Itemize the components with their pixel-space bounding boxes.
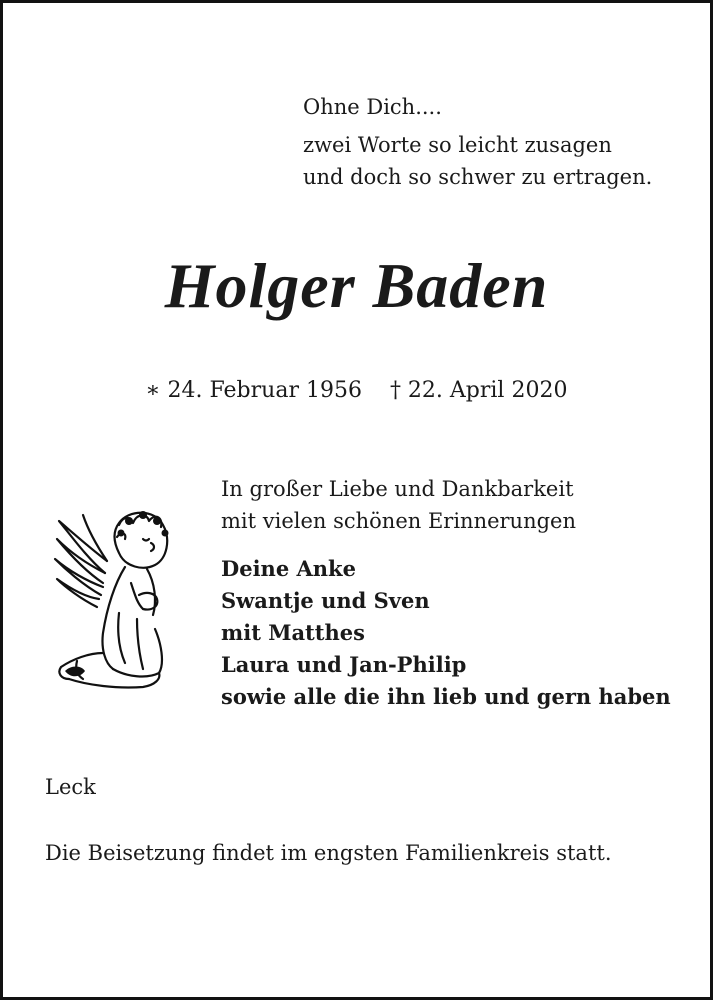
thanks-line-1: In großer Liebe und Dankbarkeit (221, 477, 574, 501)
praying-angel-icon (47, 503, 177, 698)
mourner-line: Deine Anke (221, 556, 356, 581)
motto-verse (303, 91, 652, 193)
thanks-text (221, 473, 576, 537)
mourner-line: mit Matthes (221, 620, 365, 645)
life-dates (3, 378, 710, 403)
mourners-list (221, 553, 671, 713)
funeral-note: Die Beisetzung findet im engsten Familienkreis statt. (45, 841, 612, 865)
birth-date: ∗ 24. Februar 1956 (145, 378, 362, 403)
mourner-line: Laura und Jan-Philip (221, 652, 467, 677)
deceased-name: Holger Baden (164, 250, 549, 321)
death-date: † 22. April 2020 (389, 378, 568, 403)
motto-line-3: und doch so schwer zu ertragen. (303, 165, 653, 189)
place-name: Leck (45, 775, 96, 799)
motto-line-2: zwei Worte so leicht zusagen (303, 133, 612, 157)
thanks-line-2: mit vielen schönen Erinnerungen (221, 509, 577, 533)
mourner-line: sowie alle die ihn lieb und gern haben (221, 684, 671, 709)
motto-line-1: Ohne Dich.... (303, 95, 442, 119)
mourner-line: Swantje und Sven (221, 588, 430, 613)
